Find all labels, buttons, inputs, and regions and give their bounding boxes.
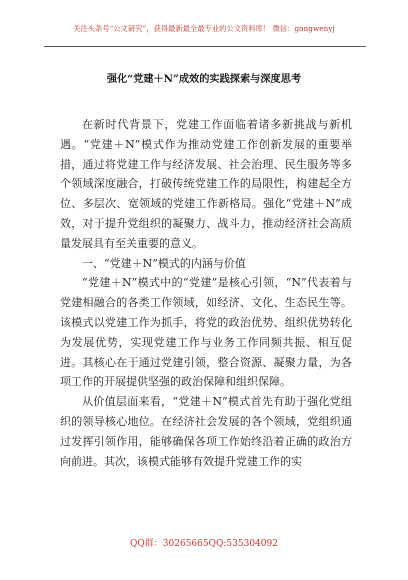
section-paragraph: 从价值层面来看，“党建＋N”模式首先有助于强化党组织的领导核心地位。在经济社会发展的各个领域，党组织通过发挥引领作用，能够确保各项工作始终沿着正确的政治方向前进。其次，该模式能够有效提升党建工作的实 [60, 395, 352, 468]
header-banner: 关注头条号“公文研究”，获得最新最全最专业的公文资料库！ 微信：gongwenyj [73, 24, 335, 33]
footer-contact [0, 536, 408, 549]
qq-group-label: QQ群：30265665 [130, 539, 209, 549]
document-body [60, 115, 352, 471]
qq-number-label: QQ:535304092 [208, 539, 278, 549]
intro-paragraph: 在新时代背景下，党建工作面临着诸多新挑战与新机遇。“党建＋N”模式作为推动党建工作创新发展的重要举措，通过将党建工作与经济发展、社会治理、民生服务等多个领域深度融合，打破传统党建工作的局限性，构建起全方位、多层次、宽领域的党建工作新格局。强化“党建＋N”成效，对于提升党组织的凝聚力、战斗力，推动经济社会高质量发展具有至关重要的意义。 [60, 118, 352, 250]
section-heading: 一、“党建＋N”模式的内涵与价值 [82, 256, 246, 270]
header-divider [44, 46, 366, 47]
document-title: 强化“党建＋N”成效的实践探索与深度思考 [106, 73, 302, 85]
section-paragraph: “党建＋N”模式中的“党建”是核心引领，“N”代表着与党建相融合的各类工作领域，如经济、文化、生态民生等。该模式以党建工作为抓手，将党的政治优势、组织优势转化为发展优势，实现党建工作与业务工作同频共振、相互促进。其核心在于通过党建引领，整合资源、凝聚力量，为各项工作的开展提供坚强的政治保障和组织保障。 [60, 276, 352, 389]
